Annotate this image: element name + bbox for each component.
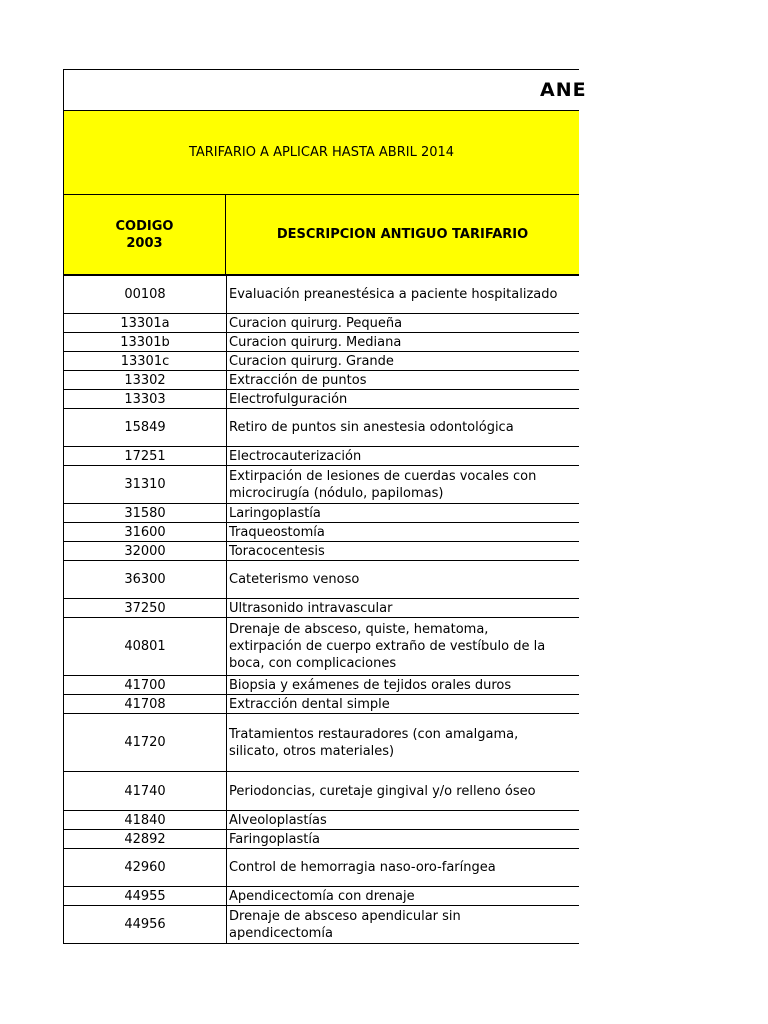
- table-row: [64, 333, 580, 352]
- cell-code[interactable]: 44955: [64, 887, 227, 906]
- cell-code[interactable]: 41720: [64, 714, 227, 772]
- cell-description[interactable]: Periodoncias, curetaje gingival y/o relleno óseo: [227, 772, 580, 811]
- table-row: [64, 352, 580, 371]
- table-row: [64, 887, 580, 906]
- table-row: [64, 371, 580, 390]
- cell-description[interactable]: Control de hemorragia naso-oro-faríngea: [227, 849, 580, 887]
- cell-description[interactable]: Curacion quirurg. Grande: [227, 352, 580, 371]
- cell-description[interactable]: Traqueostomía: [227, 523, 580, 542]
- table-row: [64, 276, 580, 314]
- cell-description[interactable]: Faringoplastía: [227, 830, 580, 849]
- cell-code[interactable]: 41840: [64, 811, 227, 830]
- tariff-band-label: TARIFARIO A APLICAR HASTA ABRIL 2014: [188, 145, 455, 160]
- cell-code[interactable]: 42892: [64, 830, 227, 849]
- cell-code[interactable]: 31580: [64, 504, 227, 523]
- cell-code[interactable]: 41700: [64, 676, 227, 695]
- cell-description[interactable]: Curacion quirurg. Pequeña: [227, 314, 580, 333]
- cell-code[interactable]: 15849: [64, 409, 227, 447]
- cell-code[interactable]: 42960: [64, 849, 227, 887]
- table-row: [64, 618, 580, 676]
- cell-description[interactable]: Electrocauterización: [227, 447, 580, 466]
- cell-description[interactable]: Drenaje de absceso, quiste, hematoma, extirpación de cuerpo extraño de vestíbulo de la boca, con complicaciones: [227, 618, 580, 676]
- cell-code[interactable]: 31600: [64, 523, 227, 542]
- table-row: [64, 830, 580, 849]
- table-row: [64, 409, 580, 447]
- table-row: [64, 772, 580, 811]
- cell-description[interactable]: Ultrasonido intravascular: [227, 599, 580, 618]
- tariff-band-header: [63, 111, 579, 195]
- table-row: [64, 906, 580, 944]
- cell-description[interactable]: Cateterismo venoso: [227, 561, 580, 599]
- cell-code[interactable]: 13303: [64, 390, 227, 409]
- cell-description[interactable]: Drenaje de absceso apendicular sin apendicectomía: [227, 906, 580, 944]
- spreadsheet: [63, 69, 587, 944]
- cell-code[interactable]: 37250: [64, 599, 227, 618]
- cell-code[interactable]: 13301c: [64, 352, 227, 371]
- cell-code[interactable]: 00108: [64, 276, 227, 314]
- column-header-row: [63, 195, 579, 275]
- table-row: [64, 561, 580, 599]
- cell-description[interactable]: Evaluación preanestésica a paciente hospitalizado: [227, 276, 580, 314]
- cell-description[interactable]: Extracción dental simple: [227, 695, 580, 714]
- cell-code[interactable]: 32000: [64, 542, 227, 561]
- cell-description[interactable]: Extracción de puntos: [227, 371, 580, 390]
- table-row: [64, 504, 580, 523]
- cell-code[interactable]: 36300: [64, 561, 227, 599]
- cell-code[interactable]: 13302: [64, 371, 227, 390]
- table-row: [64, 811, 580, 830]
- cell-description[interactable]: Toracocentesis: [227, 542, 580, 561]
- cell-code[interactable]: 13301b: [64, 333, 227, 352]
- cell-description[interactable]: Extirpación de lesiones de cuerdas vocales con microcirugía (nódulo, papilomas): [227, 466, 580, 504]
- cell-code[interactable]: 44956: [64, 906, 227, 944]
- table-row: [64, 849, 580, 887]
- table-row: [64, 542, 580, 561]
- title-row: [63, 69, 587, 111]
- table-row: [64, 695, 580, 714]
- table-row: [64, 466, 580, 504]
- cell-description[interactable]: Laringoplastía: [227, 504, 580, 523]
- table-row: [64, 714, 580, 772]
- cell-description[interactable]: Curacion quirurg. Mediana: [227, 333, 580, 352]
- table-row: [64, 676, 580, 695]
- sheet-title: ANE: [540, 79, 587, 101]
- cell-description[interactable]: Electrofulguración: [227, 390, 580, 409]
- cell-description[interactable]: Apendicectomía con drenaje: [227, 887, 580, 906]
- cell-description[interactable]: Tratamientos restauradores (con amalgama, silicato, otros materiales): [227, 714, 580, 772]
- table-row: [64, 447, 580, 466]
- table-row: [64, 523, 580, 542]
- cell-description[interactable]: Alveoloplastías: [227, 811, 580, 830]
- cell-description[interactable]: Retiro de puntos sin anestesia odontológica: [227, 409, 580, 447]
- cell-description[interactable]: Biopsia y exámenes de tejidos orales duros: [227, 676, 580, 695]
- table-row: [64, 599, 580, 618]
- cell-code[interactable]: 40801: [64, 618, 227, 676]
- table-row: [64, 314, 580, 333]
- description-column-header: DESCRIPCION ANTIGUO TARIFARIO: [276, 227, 529, 242]
- code-column-header: CODIGO 2003: [64, 195, 226, 274]
- tariff-table: [63, 275, 579, 944]
- tariff-table-body: [64, 276, 580, 944]
- cell-code[interactable]: 41708: [64, 695, 227, 714]
- table-row: [64, 390, 580, 409]
- cell-code[interactable]: 17251: [64, 447, 227, 466]
- cell-code[interactable]: 13301a: [64, 314, 227, 333]
- cell-code[interactable]: 31310: [64, 466, 227, 504]
- cell-code[interactable]: 41740: [64, 772, 227, 811]
